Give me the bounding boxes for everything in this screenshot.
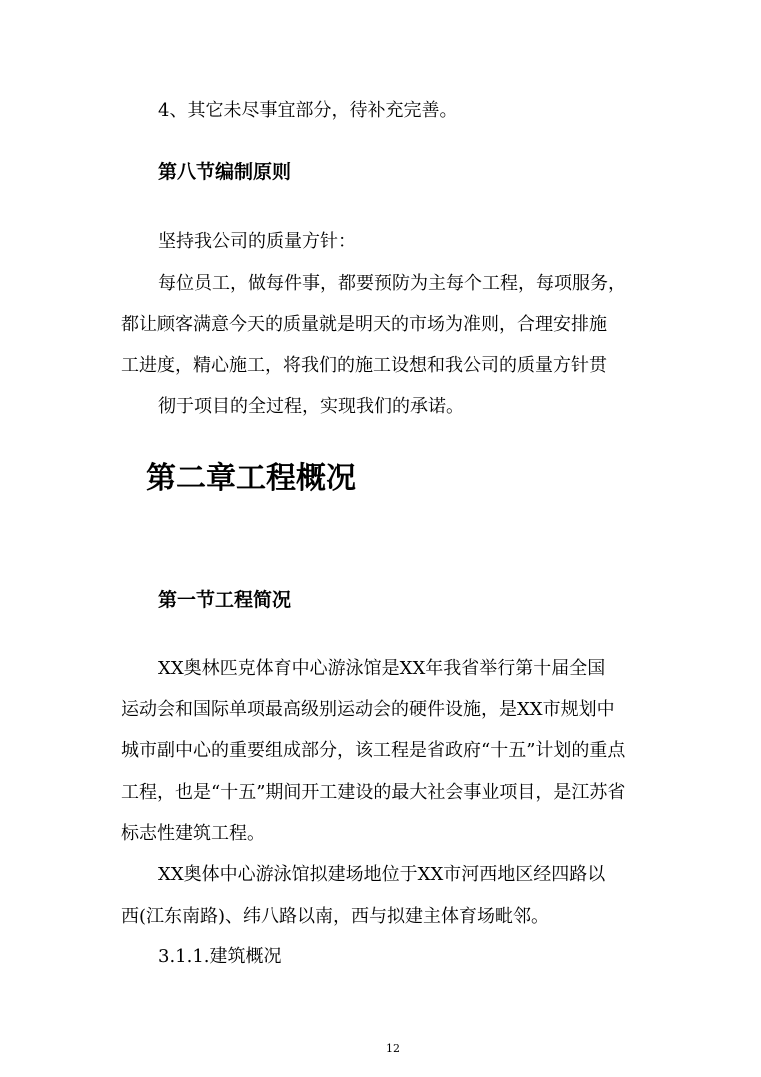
overview-paragraph-line: 城市副中心的重要组成部分，该工程是省政府“十五”计划的重点 [121, 740, 626, 761]
section-1-heading: 第一节工程简况 [158, 589, 292, 611]
quality-policy-line: 彻于项目的全过程，实现我们的承诺。 [158, 396, 464, 417]
overview-paragraph-line: 运动会和国际单项最高级别运动会的硬件设施，是XX市规划中 [121, 699, 615, 720]
site-paragraph-line: 西(江东南路)、纬八路以南，西与拟建主体育场毗邻。 [121, 906, 550, 927]
chapter-2-heading: 第二章工程概况 [146, 461, 356, 496]
quality-policy-line: 工进度，精心施工，将我们的施工设想和我公司的质量方针贯 [121, 355, 607, 376]
site-paragraph-line: XX奥体中心游泳馆拟建场地位于XX市河西地区经四路以 [158, 864, 606, 885]
list-item-4: 4、其它未尽事宜部分，待补充完善。 [158, 100, 458, 121]
overview-paragraph-line: 标志性建筑工程。 [121, 823, 265, 844]
page-number: 12 [386, 1042, 400, 1055]
subsection-3-1-1-heading: 3.1.1.建筑概况 [158, 946, 282, 967]
quality-policy-line: 都让顾客满意今天的质量就是明天的市场为准则，合理安排施 [121, 314, 607, 335]
overview-paragraph-line: 工程，也是“十五”期间开工建设的最大社会事业项目，是江苏省 [121, 782, 626, 803]
quality-policy-intro: 坚持我公司的质量方针： [158, 231, 356, 252]
overview-paragraph-line: XX奥林匹克体育中心游泳馆是XX年我省举行第十届全国 [158, 658, 606, 679]
section-8-heading: 第八节编制原则 [158, 161, 292, 183]
quality-policy-line: 每位员工，做每件事，都要预防为主每个工程，每项服务， [158, 273, 626, 294]
